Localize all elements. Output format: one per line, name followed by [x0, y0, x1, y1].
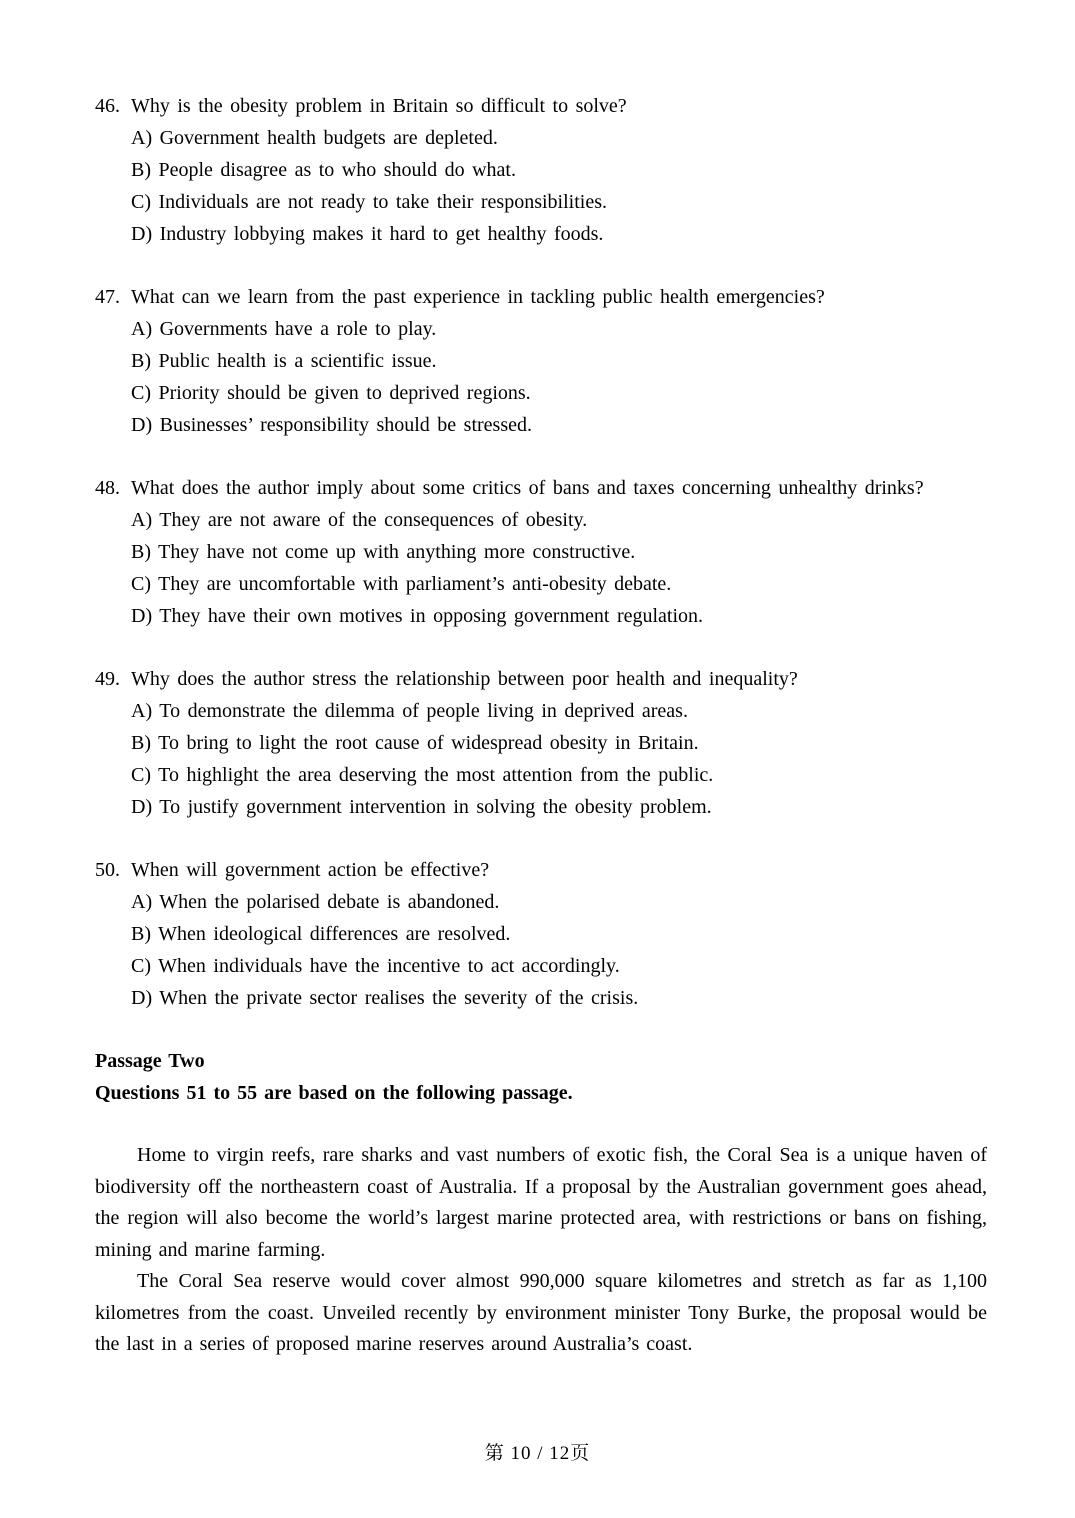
option-d: D) They have their own motives in opposing government regulation. — [131, 605, 704, 627]
page-content — [95, 90, 987, 1361]
option-a: A) To demonstrate the dilemma of people living in deprived areas. — [131, 700, 688, 722]
question-text: Why is the obesity problem in Britain so difficult to solve? — [131, 95, 627, 117]
option-c: C) When individuals have the incentive to act accordingly. — [131, 955, 620, 977]
question-stem — [95, 854, 987, 886]
question-number: 48. — [95, 477, 120, 499]
question-49 — [95, 663, 987, 823]
option-c: C) They are uncomfortable with parliament’s anti-obesity debate. — [131, 573, 672, 595]
question-text: Why does the author stress the relationship between poor health and inequality? — [131, 668, 798, 690]
option-a: A) When the polarised debate is abandoned. — [131, 891, 500, 913]
option-b: B) Public health is a scientific issue. — [131, 350, 437, 372]
question-number: 49. — [95, 668, 120, 690]
option-d: D) Industry lobbying makes it hard to get healthy foods. — [131, 223, 604, 245]
option-b: B) To bring to light the root cause of widespread obesity in Britain. — [131, 732, 699, 754]
option-a: A) Government health budgets are depleted. — [131, 127, 498, 149]
option-b: B) They have not come up with anything more constructive. — [131, 541, 636, 563]
page-number-footer: 第 10 / 12页 — [484, 1443, 591, 1464]
question-stem — [95, 472, 987, 504]
passage-paragraph-2: The Coral Sea reserve would cover almost 990,000 square kilometres and stretch as far as 1,100 kilometres from the coast. Unveiled recently by environment minister Tony Burke, the proposal would be the last in a series of proposed marine reserves around Australia’s coast. — [95, 1270, 987, 1355]
question-text: What does the author imply about some critics of bans and taxes concerning unhealthy drinks? — [131, 477, 924, 499]
option-d: D) To justify government intervention in solving the obesity problem. — [131, 796, 712, 818]
question-48 — [95, 472, 987, 632]
option-a: A) They are not aware of the consequences of obesity. — [131, 509, 588, 531]
option-b: B) When ideological differences are resolved. — [131, 923, 511, 945]
question-stem — [95, 281, 987, 313]
question-stem — [95, 663, 987, 695]
question-number: 47. — [95, 286, 120, 308]
question-stem — [95, 90, 987, 122]
question-text: What can we learn from the past experience in tackling public health emergencies? — [131, 286, 825, 308]
question-number: 50. — [95, 859, 120, 881]
option-b: B) People disagree as to who should do what. — [131, 159, 516, 181]
passage-paragraph-1: Home to virgin reefs, rare sharks and vast numbers of exotic fish, the Coral Sea is a unique haven of biodiversity off the northeastern coast of Australia. If a proposal by the Australian government goes ahead, the region will also become the world’s largest marine protected area, with restrictions or bans on fishing, mining and marine farming. — [95, 1144, 987, 1261]
passage-two-body — [95, 1140, 987, 1361]
passage-two-heading: Passage Two — [95, 1050, 205, 1072]
option-c: C) To highlight the area deserving the most attention from the public. — [131, 764, 714, 786]
option-c: C) Priority should be given to deprived regions. — [131, 382, 531, 404]
option-a: A) Governments have a role to play. — [131, 318, 437, 340]
question-46 — [95, 90, 987, 250]
option-c: C) Individuals are not ready to take their responsibilities. — [131, 191, 607, 213]
question-50 — [95, 854, 987, 1014]
option-d: D) When the private sector realises the severity of the crisis. — [131, 987, 639, 1009]
passage-two-directions: Questions 51 to 55 are based on the following passage. — [95, 1082, 573, 1104]
option-d: D) Businesses’ responsibility should be stressed. — [131, 414, 532, 436]
question-47 — [95, 281, 987, 441]
question-text: When will government action be effective? — [131, 859, 490, 881]
question-number: 46. — [95, 95, 120, 117]
